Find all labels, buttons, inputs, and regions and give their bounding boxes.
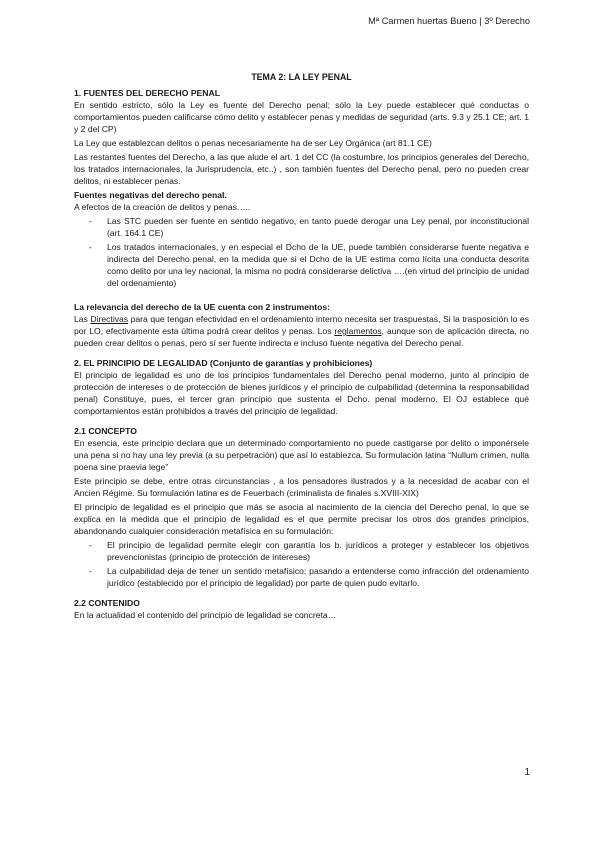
paragraph: A efectos de la creación de delitos y penas….. xyxy=(74,202,251,212)
underlined-term-reglamentos: reglamentos xyxy=(334,326,382,336)
paragraph: En sentido estricto, sólo la Ley es fuente del Derecho penal; sólo la Ley puede establecer qué conductas o comportamientos pueden calificarse cómo delito y establecer penas y medidas de seguridad (arts. 9.3 y 25.1 CE; art. 1 y 2 del CP) xyxy=(74,100,529,134)
subheading-fuentes-negativas: Fuentes negativas del derecho penal. xyxy=(74,190,227,200)
paragraph: En esencia, este principio declara que un determinado comportamiento no puede castigarse por delito o imponérsele una pena si no hay una ley previa (a su perpetración) que así lo establezca. Su formulación latina “Nullum crimen, nulla poena sine praevia lege” xyxy=(74,438,529,472)
ue-heading: La relevancia del derecho de la UE cuenta con 2 instrumentos: xyxy=(74,302,330,312)
text-run: para que tengan efectividad en el ordenamiento interno necesita ser traspuestas, Si la trasposición lo es por LO, efectivamente esta última podrá crear delitos y penas. Los xyxy=(74,314,529,336)
document-title: TEMA 2: LA LEY PENAL xyxy=(251,72,352,82)
bullet-list xyxy=(74,215,529,289)
underlined-term-directivas: Directivas xyxy=(90,314,129,324)
ue-paragraph xyxy=(74,313,529,349)
list-item: - La culpabilidad deja de tener un sentido metafísico; pasando a entenderse como infracción del ordenamiento jurídico (establecido por el principio de legalidad) por parte de quien pudo evitarlo. xyxy=(74,565,529,589)
page-header: Mª Carmen huertas Bueno | 3º Derecho xyxy=(368,16,530,26)
paragraph: Este principio se debe, entre otras circunstancias , a los pensadores ilustrados y a la necesidad de acabar con el Ancien Régime. Su formulación latina es de Feuerbach (criminalista de finales s.XVIII-XIX) xyxy=(74,476,529,498)
section-1-heading: 1. FUENTES DEL DERECHO PENAL xyxy=(74,88,220,98)
list-item: - Las STC pueden ser fuente en sentido negativo, en tanto puede derogar una Ley penal, por inconstitucional (art. 164.1 CE) xyxy=(74,215,529,239)
section-2-2-heading: 2.2 CONTENIDO xyxy=(74,598,140,608)
bullet-list xyxy=(74,539,529,589)
list-item: - El principio de legalidad permite elegir con garantía los b. jurídicos a proteger y establecer los objetivos prevencionistas (principio de protección de intereses) xyxy=(74,539,529,563)
document-body xyxy=(74,71,529,623)
paragraph: En la actualidad el contenido del principio de legalidad se concreta… xyxy=(74,610,337,620)
page-number: 1 xyxy=(524,767,530,778)
section-2-1-heading: 2.1 CONCEPTO xyxy=(74,426,137,436)
text-run: , aunque son de aplicación directa, no pueden crear delitos o penas, pero sí ser fuente indirecta e incluso fuente negativa del Derecho penal. xyxy=(74,326,530,348)
text-run: Las xyxy=(74,314,91,324)
section-2-heading: 2. EL PRINCIPIO DE LEGALIDAD (Conjunto de garantías y prohibiciones) xyxy=(74,358,373,368)
paragraph: La Ley que establezcan delitos o penas necesariamente ha de ser Ley Orgánica (art 81.1 CE) xyxy=(74,138,432,148)
list-item: - Los tratados internacionales, y en especial el Dcho de la UE, puede también considerarse fuente negativa e indirecta del Derecho penal, en la medida que si el Dcho de la UE estima como lícita una conducta descrita como delito por una ley nacional, la misma no podrá considerarse delictiva ….(en virtud del principio de unidad del ordenamiento) xyxy=(74,241,529,289)
paragraph: Las restantes fuentes del Derecho, a las que alude el art. 1 del CC (la costumbre, los principios generales del Derecho, los tratados internacionales, la Jurisprudencia, etc..) , son también fuentes del Derecho penal, pero no pueden crear delitos, ni establecer penas. xyxy=(74,152,529,186)
paragraph: El principio de legalidad es el principio que más se asocia al nacimiento de la ciencia del Derecho penal, lo que se explica en la medida que el principio de legalidad es el que permite precisar los otros dos grandes principios, abandonando cualquier consideración metafísica en su formulación: xyxy=(74,502,529,536)
paragraph: El principio de legalidad es uno de los principios fundamentales del Derecho penal moderno, junto al principio de protección de intereses o de protección de bienes jurídicos y el principio de culpabilidad (determina la responsabilidad penal) Constituye, pues, el tercer gran principio que sustenta el Dcho. penal moderno. El OJ establece qué comportamientos están prohibidos a través del principio de legalidad. xyxy=(74,370,529,416)
